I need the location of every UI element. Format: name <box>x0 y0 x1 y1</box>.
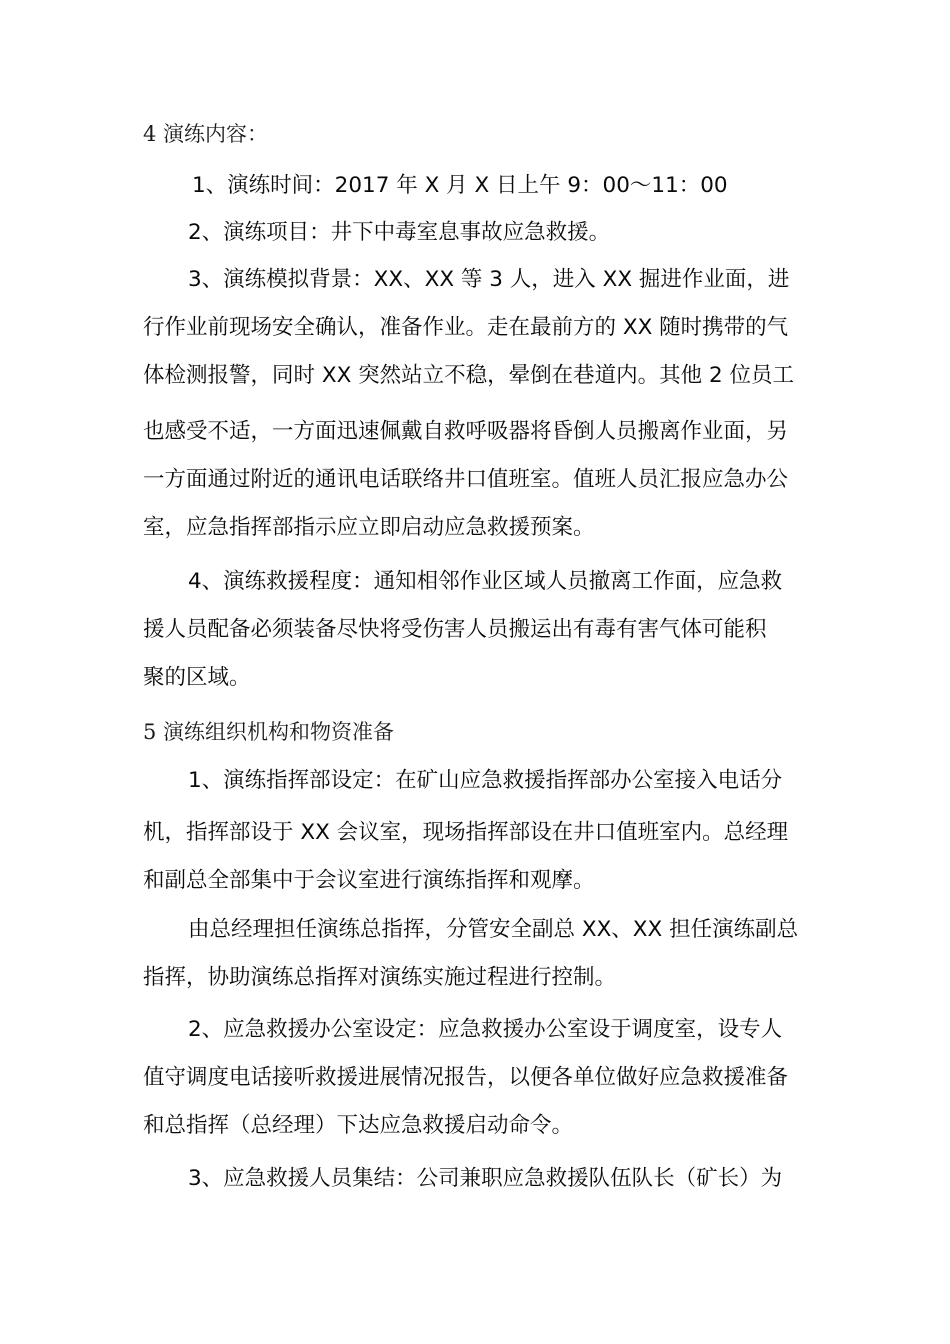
section-5-paragraph-line: 由总经理担任演练总指挥，分管安全副总 XX、XX 担任演练副总 <box>188 917 799 942</box>
section-4-item-4-line: 4、演练救援程度：通知相邻作业区域人员撤离工作面，应急救 <box>188 569 783 594</box>
section-4-item-3-line: 室，应急指挥部指示应立即启动应急救援预案。 <box>143 515 595 540</box>
section-5-item-1-line: 和副总全部集中于会议室进行演练指挥和观摩。 <box>143 868 595 893</box>
section-5-item-1-line: 1、演练指挥部设定：在矿山应急救援指挥部办公室接入电话分 <box>188 768 783 793</box>
section-4-item-4-line: 聚的区域。 <box>143 665 251 690</box>
section-4-heading: 4 演练内容： <box>143 122 269 146</box>
section-5-item-1-line: 机，指挥部设于 XX 会议室，现场指挥部设在井口值班室内。总经理 <box>143 820 789 845</box>
section-4-item-3-line: 也感受不适，一方面迅速佩戴自救呼吸器将昏倒人员搬离作业面，另 <box>143 419 789 444</box>
section-5-heading: 5 演练组织机构和物资准备 <box>143 720 395 744</box>
section-4-item-3-line: 行作业前现场安全确认，准备作业。走在最前方的 XX 随时携带的气 <box>143 315 789 340</box>
section-4-item-3-line: 体检测报警，同时 XX 突然站立不稳，晕倒在巷道内。其他 2 位员工 <box>143 363 794 388</box>
section-4-item-3-line: 3、演练模拟背景：XX、XX 等 3 人，进入 XX 掘进作业面，进 <box>188 267 790 292</box>
section-5-item-2-line: 和总指挥（总经理）下达应急救援启动命令。 <box>143 1113 574 1138</box>
section-5-item-3-line: 3、应急救援人员集结：公司兼职应急救援队伍队长（矿长）为 <box>188 1166 783 1191</box>
section-4-item-3-line: 一方面通过附近的通讯电话联络井口值班室。值班人员汇报应急办公 <box>143 467 789 492</box>
section-5-item-2-line: 值守调度电话接听救援进展情况报告，以便各单位做好应急救援准备 <box>143 1065 789 1090</box>
section-4-item-1: 1、演练时间：2017 年 X 月 X 日上午 9：00～11：00 <box>192 173 728 198</box>
section-5-item-2-line: 2、应急救援办公室设定：应急救援办公室设于调度室，设专人 <box>188 1017 783 1042</box>
section-5-paragraph-line: 指挥，协助演练总指挥对演练实施过程进行控制。 <box>143 965 617 990</box>
section-4-item-4-line: 援人员配备必须装备尽快将受伤害人员搬运出有毒有害气体可能积 <box>143 617 767 642</box>
section-4-item-2: 2、演练项目：井下中毒室息事故应急救援。 <box>188 220 611 245</box>
